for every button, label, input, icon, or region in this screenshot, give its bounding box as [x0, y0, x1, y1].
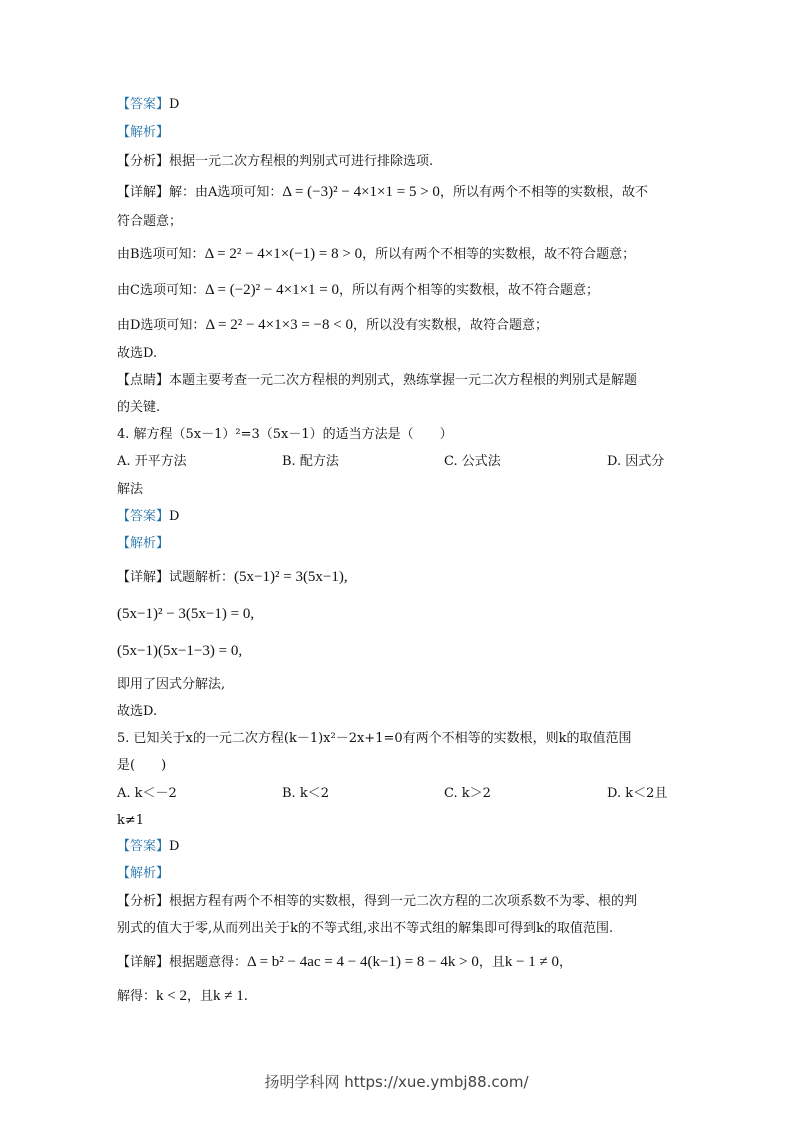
detail-line-d	[117, 316, 548, 335]
answer-value: D	[169, 839, 180, 854]
q4-option-a: A. 开平方法	[117, 454, 187, 469]
q4-option-b: B. 配方法	[282, 454, 339, 469]
q5-option-d-continuation: k≠1	[117, 813, 145, 828]
question-5-stem-continuation: 是( )	[117, 758, 167, 773]
question-4-stem: 4. 解方程（5x－1）²=3（5x－1）的适当方法是（ ）	[117, 427, 453, 442]
detail-connector: ，且	[478, 955, 505, 970]
dianjing-continuation: 的关键.	[117, 400, 161, 415]
solution-condition: k ≠ 1	[213, 988, 244, 1004]
q4-option-c: C. 公式法	[444, 454, 501, 469]
detail-b-prefix: 由B选项可知：	[117, 247, 205, 262]
q5-option-a: A. k＜－2	[117, 786, 177, 801]
answer-tag: 【答案】	[117, 97, 170, 112]
method-note: 即用了因式分解法,	[117, 677, 226, 692]
analysis-line-q5	[117, 893, 637, 911]
detail-line-b	[117, 245, 635, 264]
q5-option-b: B. k＜2	[282, 786, 329, 801]
detail-c-prefix: 由C选项可知：	[117, 283, 205, 298]
detail-prefix: 试题解析：	[169, 570, 235, 585]
detail-end: ，	[559, 955, 573, 970]
formula-d: Δ = 2² − 4×1×3 = −8 < 0	[205, 317, 353, 333]
detail-c-suffix: ，所以有两个相等的实数根，故不符合题意；	[339, 283, 600, 298]
detail-d-suffix: ，所以没有实数根，故符合题意；	[352, 318, 548, 333]
dianjing-text: 本题主要考查一元二次方程根的判别式，熟练掌握一元二次方程根的判别式是解题	[169, 373, 638, 388]
discriminant-formula: Δ = b² − 4ac = 4 − 4(k−1) = 8 − 4k > 0	[247, 954, 479, 970]
coefficient-condition: k − 1 ≠ 0	[504, 954, 560, 970]
conclusion-q3: 故选D.	[117, 346, 158, 361]
detail-d-prefix: 由D选项可知：	[117, 318, 206, 333]
fenxi-tag: 【分析】	[117, 894, 170, 909]
site-footer: 扬明学科网 https://xue.ymbj88.com/	[264, 1073, 529, 1091]
fenxi-text: 根据一元二次方程根的判别式可进行排除选项.	[169, 154, 434, 169]
question-5-stem: 5. 已知关于x的一元二次方程(k－1)x²－2x+1=0有两个不相等的实数根，则k的取值范围	[117, 731, 632, 746]
q5-option-c: C. k＞2	[444, 786, 491, 801]
formula-step-3: (5x−1)(5x−1−3) = 0,	[117, 643, 243, 659]
answer-line-q5	[117, 838, 179, 856]
detail-line-c	[117, 281, 599, 300]
detail-a-suffix: ，所以有两个不相等的实数根，故不	[439, 185, 648, 200]
formula-step-1: (5x−1)² = 3(5x−1),	[234, 569, 348, 585]
analysis-tag: 【解析】	[117, 866, 170, 881]
solution-end: .	[243, 989, 248, 1004]
fenxi-text: 根据方程有两个不相等的实数根，得到一元二次方程的二次项系数不为零、根的判	[169, 894, 638, 909]
conclusion-q4: 故选D.	[117, 704, 158, 719]
solution-prefix: 解得：	[117, 989, 157, 1004]
analysis-line-q3	[117, 153, 433, 171]
answer-value: D	[169, 97, 180, 112]
formula-a: Δ = (−3)² − 4×1×1 = 5 > 0	[282, 184, 440, 200]
dianjing-tag: 【点睛】	[117, 373, 170, 388]
answer-tag: 【答案】	[117, 839, 170, 854]
analysis-continuation-q5: 别式的值大于零,从而列出关于k的不等式组,求出不等式组的解集即可得到k的取值范围.	[117, 921, 614, 936]
solution-connector: ，且	[186, 989, 213, 1004]
q5-option-d: D. k＜2且	[607, 786, 668, 801]
fenxi-tag: 【分析】	[117, 154, 170, 169]
detail-line-q5	[117, 953, 572, 972]
detail-tag: 【详解】	[117, 185, 170, 200]
formula-c: Δ = (−2)² − 4×1×1 = 0	[204, 282, 340, 298]
dianjing-line	[117, 372, 637, 390]
analysis-tag: 【解析】	[117, 125, 170, 140]
formula-b: Δ = 2² − 4×1×(−1) = 8 > 0	[204, 246, 363, 262]
detail-a-prefix: 解：由A选项可知：	[169, 185, 283, 200]
q4-option-d-continuation: 解法	[117, 482, 144, 497]
detail-tag: 【详解】	[117, 955, 170, 970]
answer-line-q4	[117, 508, 179, 526]
solution-inequality: k < 2	[156, 988, 187, 1004]
analysis-tag: 【解析】	[117, 536, 170, 551]
formula-step-2: (5x−1)² − 3(5x−1) = 0,	[117, 606, 255, 622]
detail-line-q4	[117, 568, 348, 587]
detail-prefix: 根据题意得：	[169, 955, 248, 970]
detail-a-continuation: 符合题意；	[117, 214, 183, 229]
detail-tag: 【详解】	[117, 570, 170, 585]
answer-value: D	[169, 509, 180, 524]
detail-b-suffix: ，所以有两个不相等的实数根，故不符合题意；	[362, 247, 636, 262]
answer-tag: 【答案】	[117, 509, 170, 524]
answer-line-q3	[117, 96, 179, 114]
solution-line-q5	[117, 987, 248, 1006]
detail-line-a	[117, 183, 648, 202]
q4-option-d: D. 因式分	[607, 454, 665, 469]
